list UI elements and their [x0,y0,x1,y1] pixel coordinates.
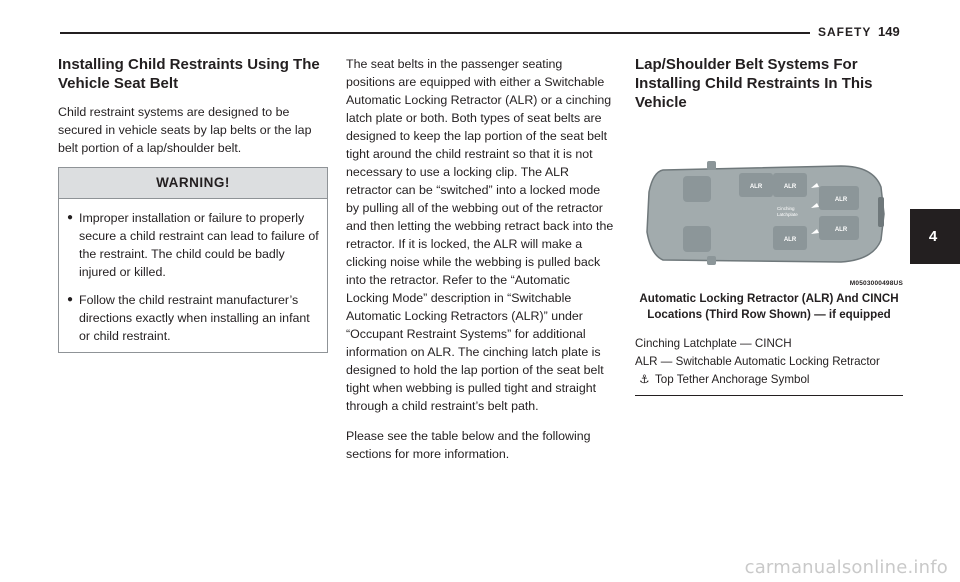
legend-item: ALR — Switchable Automatic Locking Retractor [635,355,880,368]
warning-item [67,291,319,345]
left-column [58,55,328,353]
alr-label: ALR [834,197,848,203]
alr-label: ALR [834,227,848,233]
header-rule [60,32,810,34]
page-number: 149 [878,24,900,39]
rear-light [878,197,884,227]
figure-legend [635,335,903,396]
warning-list [59,199,327,352]
vehicle-top-view-illustration [641,152,891,277]
right-mirror [707,256,716,265]
cinch-label: Latchplate [777,212,798,217]
body-paragraph: Please see the table below and the following sections for more information. [346,429,591,461]
alr-label: ALR [783,184,797,190]
section-heading: Lap/Shoulder Belt Systems For Installing Child Restraints In This Vehicle [635,56,873,111]
legend-item [635,371,903,389]
middle-column [346,55,614,463]
body-paragraph: The seat belts in the passenger seating positions are equipped with either a Switchable Automatic Locking Retractor (ALR) or a cinching latch plate or both. Both types of seat belts are designed to keep the lap portion of the seat belt tight around the child restraint so that it is not necessary to use a locking clip. The ALR retractor can be “switched” into a locked mode by pulling all of the webbing out of the retractor and then letting the webbing retract back into the retractor. If it is locked, the ALR will make a clicking noise while the webbing is pulled back into the retractor. Refer to the “Automatic Locking Mode” description in “Switchable Automatic Locking Retractors (ALR)” under “Occupant Restraint Systems” for additional information on ALR. The cinching latch plate is designed to hold the lap portion of the seat belt tight when webbing is pulled tight and straight through a child restraint’s belt path. [346,57,614,413]
intro-paragraph: Child restraint systems are designed to be secured in vehicle seats by lap belts or the lap belt portion of a lap/shoulder belt. [58,105,312,155]
legend-item-text: Top Tether Anchorage Symbol [655,373,810,386]
seat-layout-figure [635,152,903,287]
alr-label: ALR [783,237,797,243]
bullet-icon: ● [67,294,74,305]
warning-box [58,167,328,353]
cinch-label: Cinching [777,206,795,211]
section-heading: Installing Child Restraints Using The Vehicle Seat Belt [58,56,320,92]
right-column [635,55,903,396]
warning-title: WARNING! [59,168,327,199]
legend-item: Cinching Latchplate — CINCH [635,337,792,350]
warning-item-text: Follow the child restraint manufacturer’s directions exactly when installing an infant or child restraint. [79,293,310,343]
warning-item-text: Improper installation or failure to properly secure a child restraint can lead to failure of the restraint. The child could be badly injured or killed. [79,211,319,279]
alr-label: ALR [749,184,763,190]
top-tether-anchorage-icon: ⚓ [639,373,650,386]
watermark: carmanualsonline.info [744,557,948,578]
front-seat [683,176,711,202]
figure-caption: Automatic Locking Retractor (ALR) And CINCH Locations (Third Row Shown) — if equipped [639,292,899,321]
front-seat [683,226,711,252]
section-name: SAFETY [818,25,872,39]
chapter-tab: 4 [910,209,960,264]
left-mirror [707,161,716,170]
bullet-icon: ● [67,212,74,223]
figure-code: M0503000498US [849,280,903,287]
warning-item [67,209,319,281]
